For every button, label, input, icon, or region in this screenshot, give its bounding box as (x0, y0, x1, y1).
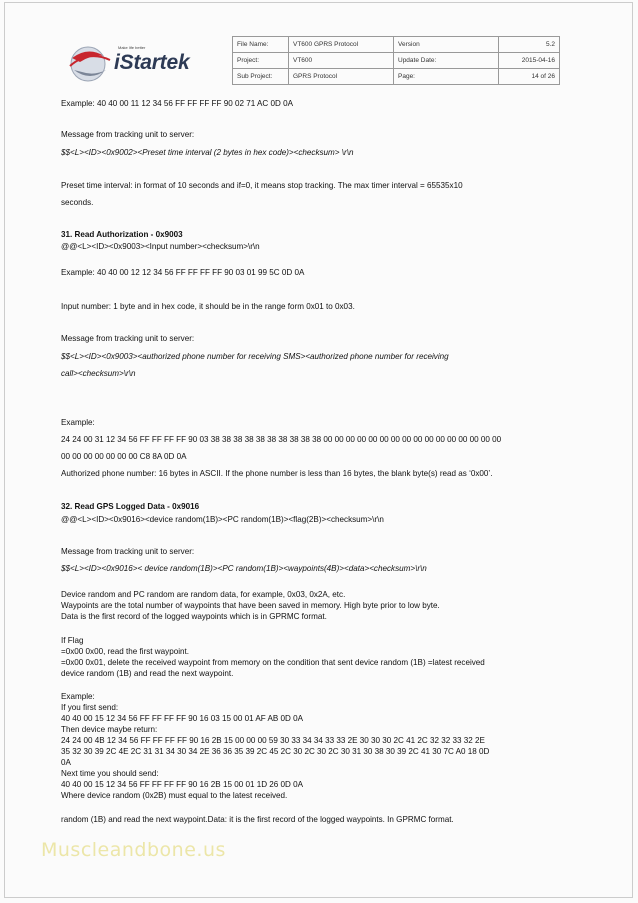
header-cell: 2015-04-16 (499, 53, 560, 69)
protocol-format: $$<L><ID><0x9002><Preset time interval (2 bytes in hex code)><checksum> \r\n (61, 148, 354, 157)
header-cell: VT600 (289, 53, 394, 69)
body-text: Message from tracking unit to server: (61, 130, 195, 139)
body-text: device random (1B) and read the next waypoint. (61, 669, 234, 678)
body-text: Example: (61, 418, 95, 427)
protocol-format: call><checksum>\r\n (61, 369, 136, 378)
body-text: Authorized phone number: 16 bytes in ASCII. If the phone number is less than 16 bytes, the blank byte(s) read as ‘0x00’. (61, 469, 493, 478)
body-text: If you first send: (61, 703, 119, 712)
hex-data: 0A (61, 758, 71, 767)
header-row (233, 37, 560, 53)
protocol-format: $$<L><ID><0x9016>< device random(1B)><PC random(1B)><waypoints(4B)><data><checksum>\r\n (61, 564, 427, 573)
header-cell: Sub Project: (233, 69, 289, 85)
header-cell: Page: (394, 69, 499, 85)
header-cell: Project: (233, 53, 289, 69)
logo-tagline: Make life better (118, 45, 146, 50)
hex-data: 24 24 00 4B 12 34 56 FF FF FF FF 90 16 2B 15 00 00 00 59 30 33 34 34 33 33 2E 30 30 30 2C 41 2C 32 32 33 32 2E (61, 736, 485, 745)
body-text: =0x00 0x01, delete the received waypoint from memory on the condition that sent device random (1B) =latest received (61, 658, 485, 667)
header-cell: Version (394, 37, 499, 53)
hex-data: 24 24 00 31 12 34 56 FF FF FF FF 90 03 38 38 38 38 38 38 38 38 38 38 00 00 00 00 00 00 00 00 00 00 00 00 00 00 00 00 (61, 435, 502, 444)
header-cell: VT600 GPRS Protocol (289, 37, 394, 53)
header-cell: File Name: (233, 37, 289, 53)
globe-icon (66, 40, 116, 90)
hex-data: 40 40 00 15 12 34 56 FF FF FF FF 90 16 2B 15 00 01 1D 26 0D 0A (61, 780, 304, 789)
watermark: Muscleandbone.us (41, 839, 226, 861)
document-header-table (232, 36, 560, 85)
header-cell: GPRS Protocol (289, 69, 394, 85)
body-text: Example: (61, 692, 95, 701)
header-cell: 5.2 (499, 37, 560, 53)
body-text: Data is the first record of the logged waypoints which is in GPRMC format. (61, 612, 327, 621)
body-text: Where device random (0x2B) must equal to the latest received. (61, 791, 288, 800)
body-text: Next time you should send: (61, 769, 159, 778)
body-text: Then device maybe return: (61, 725, 158, 734)
body-text: If Flag (61, 636, 84, 645)
hex-data: 00 00 00 00 00 00 00 C8 8A 0D 0A (61, 452, 187, 461)
body-text: Message from tracking unit to server: (61, 547, 195, 556)
section-heading: 32. Read GPS Logged Data - 0x9016 (61, 502, 200, 511)
body-text: Message from tracking unit to server: (61, 334, 195, 343)
body-text: Device random and PC random are random data, for example, 0x03, 0x2A, etc. (61, 590, 346, 599)
protocol-format: @@<L><ID><0x9016><device random(1B)><PC random(1B)><flag(2B)><checksum>\r\n (61, 515, 384, 524)
body-text: seconds. (61, 198, 94, 207)
istartek-logo (66, 40, 194, 90)
protocol-format: $$<L><ID><0x9003><authorized phone number for receiving SMS><authorized phone number for receiving (61, 352, 449, 361)
example-line: Example: 40 40 00 12 12 34 56 FF FF FF FF 90 03 01 99 5C 0D 0A (61, 268, 305, 277)
hex-data: 40 40 00 15 12 34 56 FF FF FF FF 90 16 03 15 00 01 AF AB 0D 0A (61, 714, 304, 723)
logo-brand: iStartek (114, 51, 190, 74)
header-cell: 14 of 26 (499, 69, 560, 85)
header-row (233, 69, 560, 85)
body-text: =0x00 0x00, read the first waypoint. (61, 647, 190, 656)
body-text: Input number: 1 byte and in hex code, it should be in the range form 0x01 to 0x03. (61, 302, 355, 311)
header-row (233, 53, 560, 69)
header-cell: Update Date: (394, 53, 499, 69)
body-text: Preset time interval: in format of 10 seconds and if=0, it means stop tracking. The max timer interval = 65535x10 (61, 181, 463, 190)
example-line: Example: 40 40 00 11 12 34 56 FF FF FF FF 90 02 71 AC 0D 0A (61, 99, 293, 108)
body-text: random (1B) and read the next waypoint.Data: it is the first record of the logged waypoints. In GPRMC format. (61, 815, 454, 824)
section-heading: 31. Read Authorization - 0x9003 (61, 230, 183, 239)
body-text: Waypoints are the total number of waypoints that have been saved in memory. High byte prior to low byte. (61, 601, 440, 610)
protocol-format: @@<L><ID><0x9003><Input number><checksum>\r\n (61, 242, 260, 251)
hex-data: 35 32 30 39 2C 4E 2C 31 31 34 30 34 2E 36 36 35 39 2C 45 2C 30 2C 30 2C 30 31 30 38 30 39 2C 41 30 7C A0 18 0D (61, 747, 490, 756)
